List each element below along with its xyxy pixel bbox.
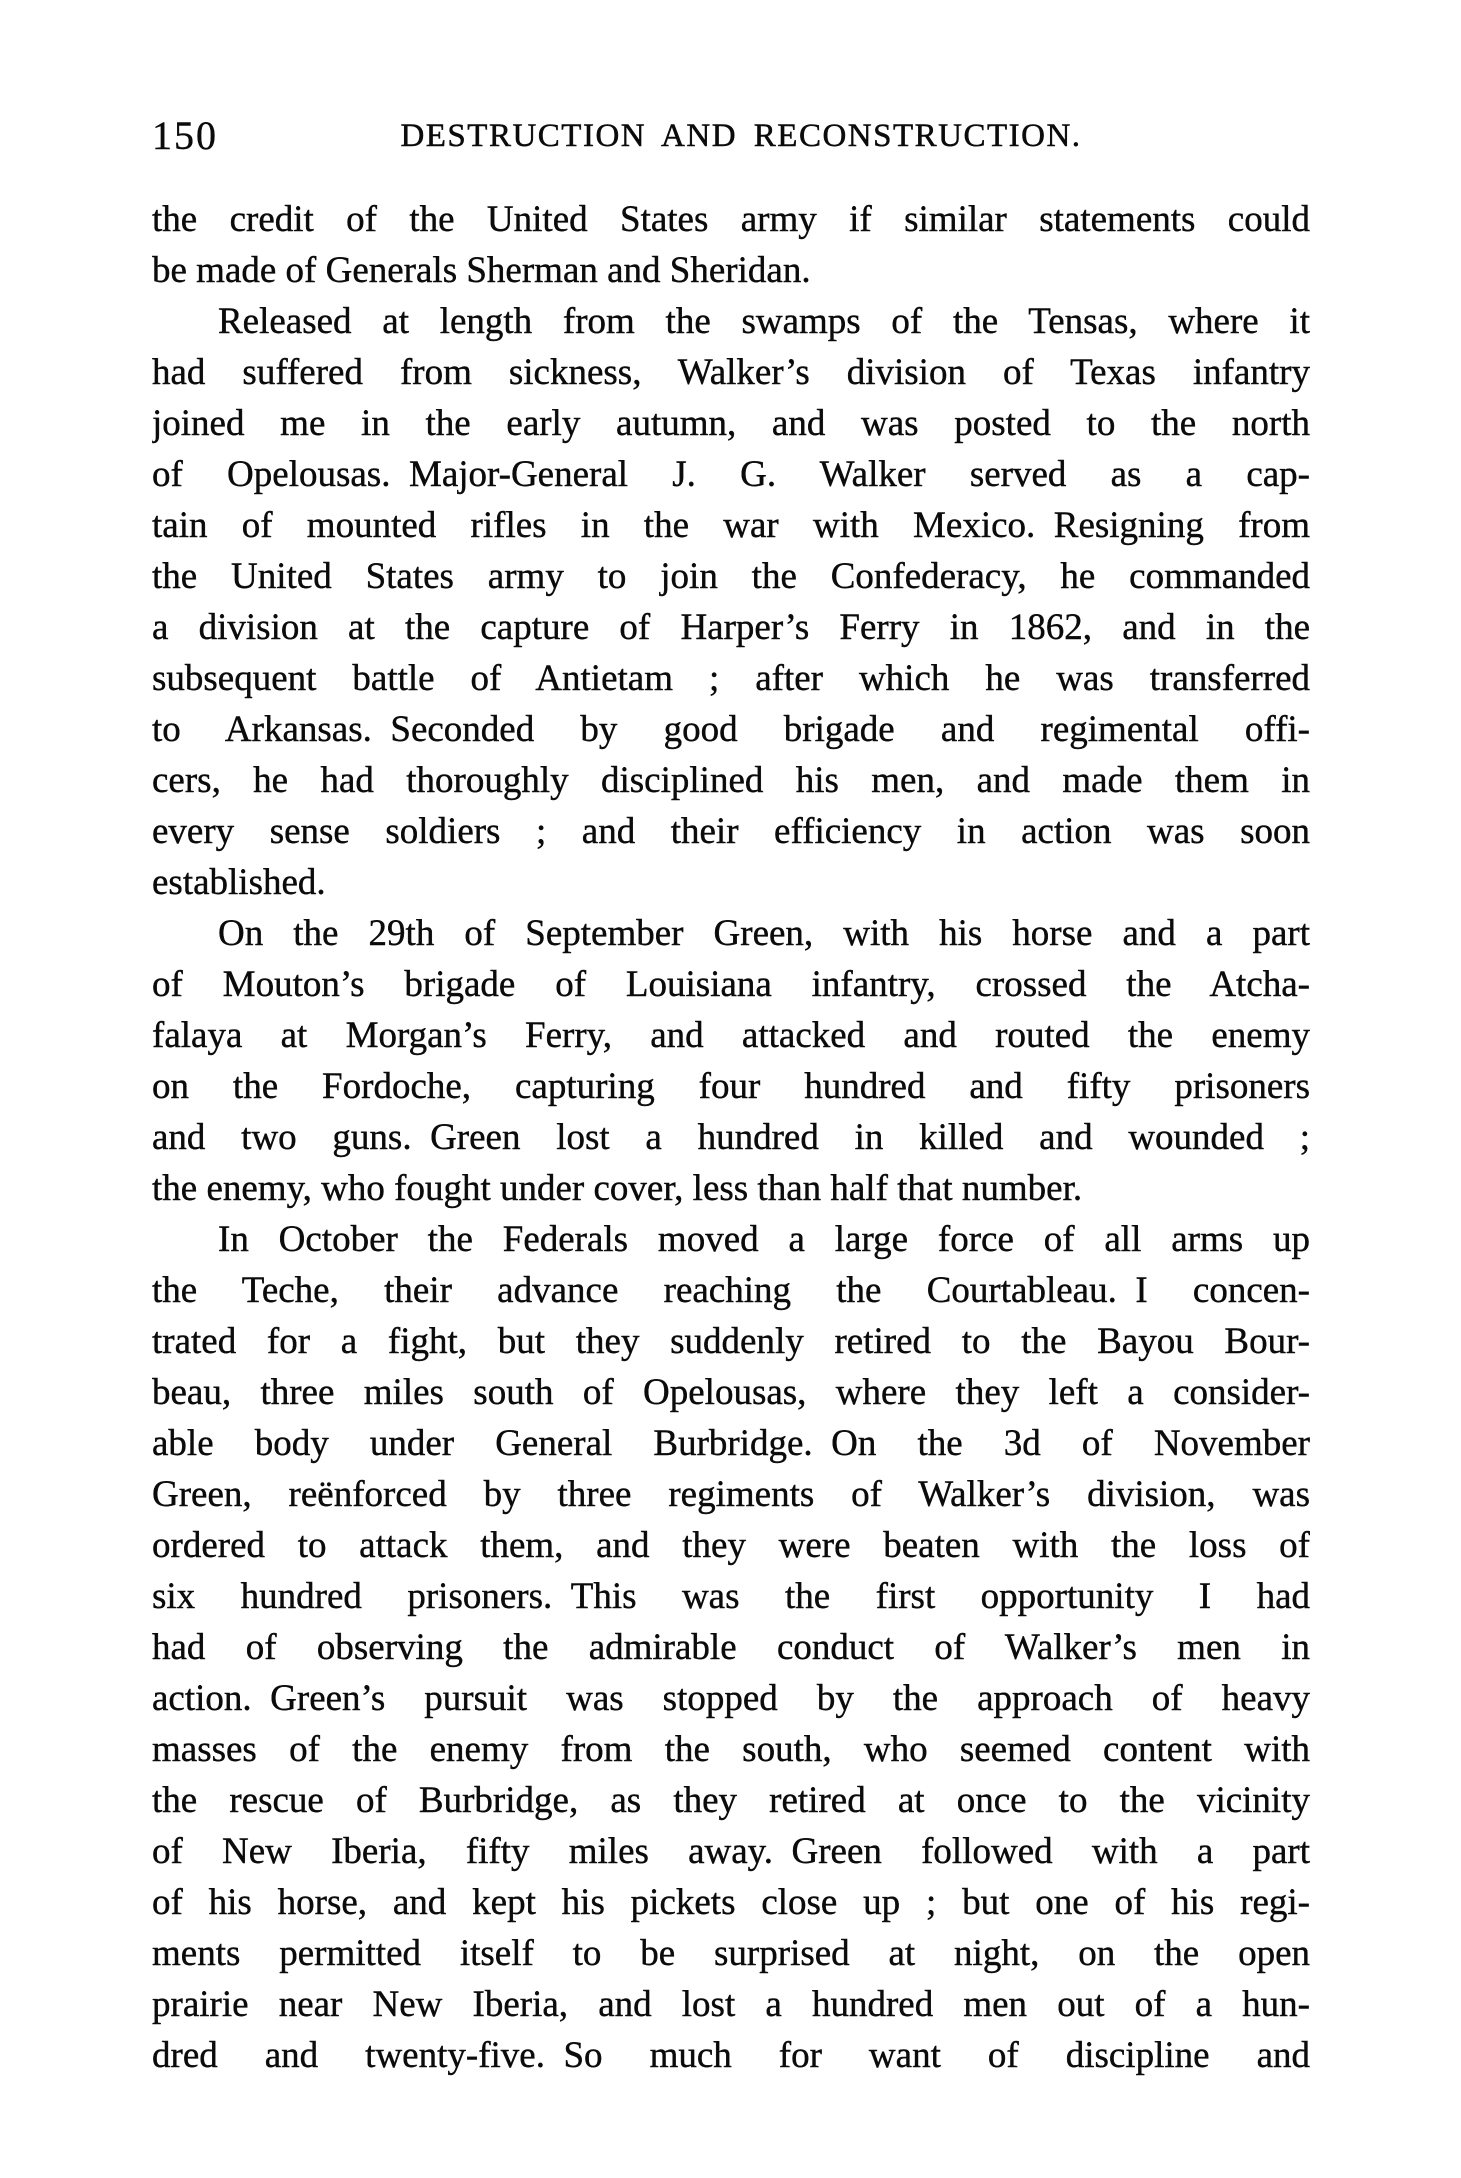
text-line: the enemy, who fought under cover, less than half that number. — [152, 1168, 1083, 1209]
text-line: of Mouton’s brigade of Louisiana infantry, crossed the Atcha- — [152, 964, 1310, 1005]
text-line: dred and twenty-five. So much for want of discipline and — [152, 2035, 1310, 2076]
text-line: the Teche, their advance reaching the Courtableau. I concen- — [152, 1270, 1310, 1311]
running-title: DESTRUCTION AND RECONSTRUCTION. — [400, 118, 1082, 154]
text-line: trated for a fight, but they suddenly retired to the Bayou Bour- — [152, 1321, 1310, 1362]
text-line: be made of Generals Sherman and Sheridan. — [152, 250, 811, 291]
text-line: Released at length from the swamps of the Tensas, where it — [218, 301, 1310, 342]
text-line: On the 29th of September Green, with his horse and a part — [218, 913, 1310, 954]
text-line: six hundred prisoners. This was the first opportunity I had — [152, 1576, 1310, 1617]
text-line: cers, he had thoroughly disciplined his men, and made them in — [152, 760, 1310, 801]
text-line: every sense soldiers ; and their efficiency in action was soon — [152, 811, 1310, 852]
text-line: established. — [152, 862, 326, 903]
text-line: ordered to attack them, and they were beaten with the loss of — [152, 1525, 1310, 1566]
text-line: subsequent battle of Antietam ; after which he was transferred — [152, 658, 1310, 699]
text-line: the credit of the United States army if similar statements could — [152, 199, 1310, 240]
text-line: masses of the enemy from the south, who seemed content with — [152, 1729, 1310, 1770]
text-line: beau, three miles south of Opelousas, where they left a consider- — [152, 1372, 1310, 1413]
text-line: of New Iberia, fifty miles away. Green followed with a part — [152, 1831, 1310, 1872]
text-line: action. Green’s pursuit was stopped by the approach of heavy — [152, 1678, 1310, 1719]
text-line: able body under General Burbridge. On the 3d of November — [152, 1423, 1310, 1464]
text-line: falaya at Morgan’s Ferry, and attacked and routed the enemy — [152, 1015, 1310, 1056]
text-line: Green, reënforced by three regiments of Walker’s division, was — [152, 1474, 1310, 1515]
text-line: had of observing the admirable conduct of Walker’s men in — [152, 1627, 1310, 1668]
text-line: of his horse, and kept his pickets close up ; but one of his regi- — [152, 1882, 1310, 1923]
text-line: tain of mounted rifles in the war with Mexico. Resigning from — [152, 505, 1310, 546]
text-line: had suffered from sickness, Walker’s division of Texas infantry — [152, 352, 1310, 393]
body-text — [152, 194, 1310, 2081]
text-line: ments permitted itself to be surprised at night, on the open — [152, 1933, 1310, 1974]
text-line: on the Fordoche, capturing four hundred and fifty prisoners — [152, 1066, 1310, 1107]
text-line: joined me in the early autumn, and was posted to the north — [152, 403, 1310, 444]
text-line: the United States army to join the Confederacy, he commanded — [152, 556, 1310, 597]
text-line: prairie near New Iberia, and lost a hundred men out of a hun- — [152, 1984, 1310, 2025]
text-line: In October the Federals moved a large force of all arms up — [218, 1219, 1310, 1260]
text-line: a division at the capture of Harper’s Ferry in 1862, and in the — [152, 607, 1310, 648]
text-line: of Opelousas. Major-General J. G. Walker served as a cap- — [152, 454, 1310, 495]
page-header — [152, 112, 1310, 160]
text-line: the rescue of Burbridge, as they retired at once to the vicinity — [152, 1780, 1310, 1821]
text-line: to Arkansas. Seconded by good brigade and regimental offi- — [152, 709, 1310, 750]
page-number: 150 — [152, 113, 218, 158]
text-line: and two guns. Green lost a hundred in killed and wounded ; — [152, 1117, 1310, 1158]
